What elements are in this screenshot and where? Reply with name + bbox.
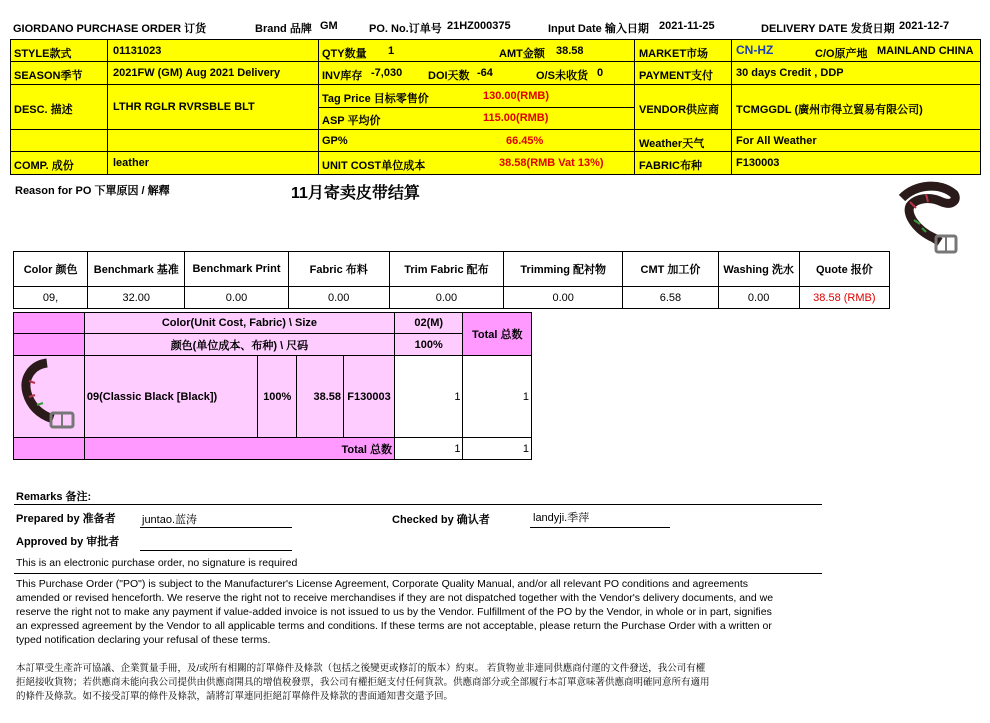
size-footer-total: 1: [463, 438, 532, 460]
po-number-label: PO. No.订单号: [369, 23, 442, 35]
size-row-total: 1: [463, 356, 532, 438]
cost-header-benchmark-print: Benchmark Print: [185, 252, 288, 287]
cost-cell-trim-fabric: 0.00: [389, 287, 503, 309]
cost-cell-color: 09,: [14, 287, 88, 309]
terms-cn-line-3: 的條件及條款。如不接受訂單的條件及條款，請將訂單連同拒絕訂單條件及條款的書面通知書交還予回。: [16, 691, 454, 702]
payment-label: PAYMENT支付: [639, 70, 713, 82]
prepared-value: juntao.蓝涛: [142, 514, 198, 526]
amt-value: 38.58: [556, 45, 584, 57]
asp-label: ASP 平均价: [322, 115, 381, 127]
cost-header-cmt: CMT 加工价: [623, 252, 718, 287]
brand-label: Brand 品牌: [255, 23, 312, 35]
comp-label: COMP. 成份: [14, 160, 74, 172]
cost-cell-quote: 38.58 (RMB): [799, 287, 889, 309]
size-table: [13, 312, 532, 460]
size-header-blank-2: [14, 334, 85, 356]
fabric-value: F130003: [736, 157, 780, 169]
size-row-pct: 100%: [258, 356, 297, 438]
row-belt-image: [17, 357, 81, 433]
cost-cell-washing: 0.00: [718, 287, 799, 309]
gp-label: GP%: [322, 135, 348, 147]
input-date-label: Input Date 输入日期: [548, 23, 649, 35]
fabric-label: FABRIC布种: [639, 160, 702, 172]
approved-label: Approved by 审批者: [16, 536, 120, 548]
terms-divider: [14, 573, 822, 574]
inv-label: INV库存: [322, 70, 363, 82]
size-header-blank: [14, 313, 85, 334]
terms-en-line-5: typed notification declaring your refusal of these terms.: [16, 634, 271, 646]
market-value: CN-HZ: [736, 43, 774, 57]
amt-label: AMT金额: [499, 48, 545, 60]
tag-price-label: Tag Price 目标零售价: [322, 93, 429, 105]
size-row-cost: 38.58: [297, 356, 344, 438]
cost-header-trimming: Trimming 配衬物: [504, 252, 623, 287]
terms-en-line-3: reserve the right not to make any payment if value-added invoice is not issued to us by the Vendor. Fulfillment of the PO by the Vendor, in whole or in part, signifies: [16, 606, 772, 618]
product-belt-image: [896, 180, 964, 262]
terms-en-line-1: This Purchase Order ("PO") is subject to the Manufacturer's License Agreement, Corporate Quality Manual, and/or all relevant PO conditions and agreements: [16, 578, 748, 590]
weather-label: Weather天气: [639, 138, 705, 150]
approved-underline: [140, 550, 292, 551]
terms-en-line-4: an expressed agreement by the Vendor to all applicable terms and conditions. If these terms are not acceptable, please return the Purchase Order with a written or: [16, 620, 772, 632]
cost-cell-benchmark-print: 0.00: [185, 287, 288, 309]
cost-header-benchmark: Benchmark 基准: [88, 252, 185, 287]
cost-cell-benchmark: 32.00: [88, 287, 185, 309]
size-header-en: Color(Unit Cost, Fabric) \ Size: [84, 313, 394, 334]
payment-value: 30 days Credit , DDP: [736, 67, 844, 79]
terms-cn-line-2: 拒絕接收貨物；若供應商未能向我公司提供由供應商開具的增值稅發票，我公司有權拒絕支付任何貨款。供應商部分或全部履行本訂單意味著供應商明確同意所有適用: [16, 677, 710, 688]
size-code: 02(M): [394, 313, 463, 334]
cost-cell-cmt: 6.58: [623, 287, 718, 309]
input-date-value: 2021-11-25: [659, 20, 715, 32]
cost-cell-fabric: 0.00: [288, 287, 389, 309]
os-label: O/S未收货: [536, 70, 588, 82]
size-header-cn: 颜色(单位成本、布种) \ 尺码: [84, 334, 394, 356]
terms-cn-line-1: 本訂單受生產許可協議、企業質量手冊，及/或所有相關的訂單條件及條款（包括之後變更或修訂的版本）約束。 若貨物並非連同供應商付運的文件發送，我公司有權: [16, 663, 706, 674]
style-value: 01131023: [113, 45, 162, 57]
blank-cell: [10, 129, 319, 152]
co-label: C/O原产地: [815, 48, 868, 60]
desc-label: DESC. 描述: [14, 104, 73, 116]
qty-value: 1: [388, 45, 395, 57]
season-label: SEASON季节: [14, 70, 83, 82]
size-footer-qty: 1: [394, 438, 463, 460]
delivery-date-label: DELIVERY DATE 发货日期: [761, 23, 895, 35]
terms-en-line-2: amended or revised henceforth. We reserve the right not to receive merchandises if they are not dispatched together with the Vendor's delivery documents, and we: [16, 592, 774, 604]
asp-value: 115.00(RMB): [483, 112, 549, 124]
inv-value: -7,030: [371, 67, 403, 79]
size-pct: 100%: [394, 334, 463, 356]
desc-value: LTHR RGLR RVRSBLE BLT: [113, 101, 255, 113]
checked-label: Checked by 确认者: [392, 514, 490, 526]
cost-header-fabric: Fabric 布料: [288, 252, 389, 287]
os-value: 0: [597, 67, 604, 79]
doi-value: -64: [477, 67, 493, 79]
co-value: MAINLAND CHINA: [877, 45, 974, 57]
cost-header-trim-fabric: Trim Fabric 配布: [389, 252, 503, 287]
market-label: MARKET市场: [639, 48, 709, 60]
doi-label: DOI天数: [428, 70, 470, 82]
comp-value: leather: [113, 157, 150, 169]
cost-table: [13, 251, 890, 309]
size-row-color: 09(Classic Black [Black]): [84, 356, 257, 438]
qty-label: QTY数量: [322, 48, 367, 60]
brand-value: GM: [320, 20, 338, 32]
unit-cost-label: UNIT COST单位成本: [322, 160, 426, 172]
remarks-divider: [14, 504, 822, 505]
prepared-label: Prepared by 准备者: [16, 513, 116, 525]
cost-header-color: Color 颜色: [14, 252, 88, 287]
checked-value: landyji.季萍: [533, 512, 590, 524]
gp-cell: [318, 129, 635, 152]
po-number-value: 21HZ000375: [447, 20, 511, 32]
season-value: 2021FW (GM) Aug 2021 Delivery: [113, 67, 281, 79]
size-footer-label: Total 总数: [84, 438, 394, 460]
gp-value: 66.45%: [506, 135, 544, 147]
vendor-value: TCMGGDL (廣州市得立貿易有限公司): [736, 104, 923, 116]
style-label: STYLE款式: [14, 48, 72, 60]
reason-label: Reason for PO 下單原因 / 解釋: [15, 185, 170, 197]
checked-underline: [530, 527, 670, 528]
tag-price-value: 130.00(RMB): [483, 90, 550, 102]
reason-value: 11月寄卖皮带结算: [291, 185, 420, 202]
cost-header-washing: Washing 洗水: [718, 252, 799, 287]
size-total-header: Total 总数: [463, 313, 532, 356]
vendor-label: VENDOR供应商: [639, 104, 720, 116]
size-row-qty: 1: [394, 356, 463, 438]
delivery-date-value: 2021-12-7: [899, 20, 950, 32]
remarks-label: Remarks 备注:: [16, 491, 92, 503]
electronic-note: This is an electronic purchase order, no signature is required: [16, 557, 298, 569]
weather-value: For All Weather: [736, 135, 817, 147]
size-footer-blank: [14, 438, 85, 460]
prepared-underline: [140, 527, 292, 528]
unit-cost-value: 38.58(RMB Vat 13%): [499, 157, 604, 169]
po-title: GIORDANO PURCHASE ORDER 订货: [13, 23, 207, 35]
size-row-image-cell: [14, 356, 85, 438]
cost-header-quote: Quote 报价: [799, 252, 889, 287]
size-row-fabric: F130003: [344, 356, 395, 438]
cost-cell-trimming: 0.00: [504, 287, 623, 309]
